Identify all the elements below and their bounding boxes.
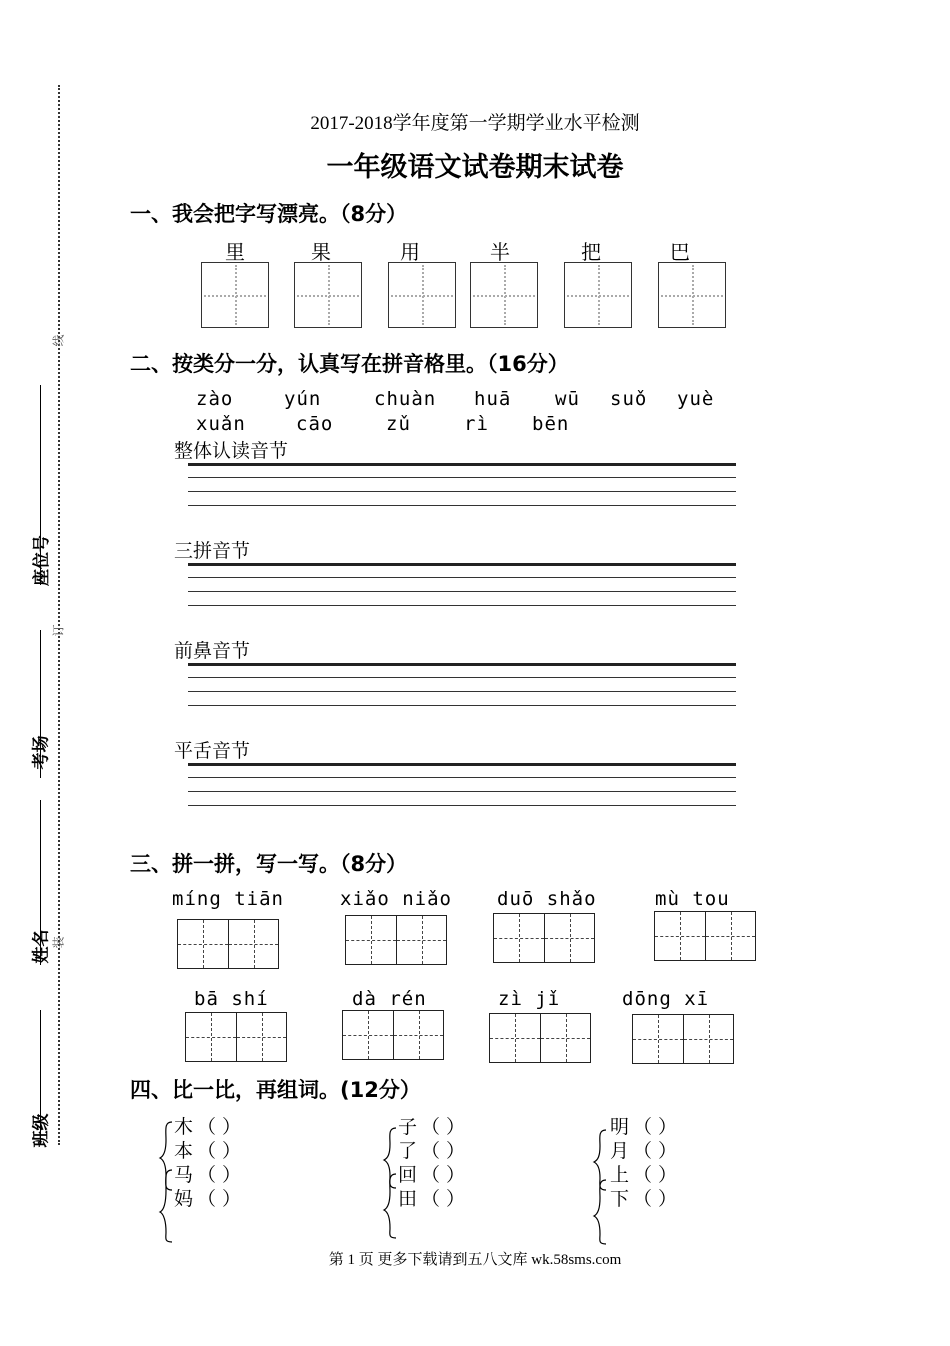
pinyin-word: wū [555,388,580,410]
word-writing-box[interactable] [185,1012,287,1062]
compare-char-item [610,1112,677,1139]
binding-dotted-line [58,85,60,1145]
exam-title: 一年级语文试卷期末试卷 [326,152,624,183]
pinyin-word: chuàn [374,388,437,410]
pinyin-writing-lines[interactable] [188,463,736,507]
section2-heading: 二、按类分一分，认真写在拼音格里。（16分） [130,352,569,376]
compare-char: 子 [398,1116,418,1138]
pinyin-word: xuǎn [196,413,246,435]
compare-char-item [174,1136,241,1163]
tian-grid[interactable] [201,262,269,328]
answer-blank[interactable]: （ ） [633,1188,678,1210]
pinyin-prompt: míng tiān [172,888,284,910]
exam-room-label: 考场 [31,735,52,770]
pinyin-writing-lines[interactable] [188,563,736,607]
tian-grid[interactable] [564,262,632,328]
pinyin-prompt: zì jǐ [498,988,561,1010]
pinyin-writing-lines[interactable] [188,763,736,807]
char-label: 半 [490,240,510,264]
word-writing-box[interactable] [342,1010,444,1060]
answer-blank[interactable]: （ ） [633,1140,678,1162]
char-label: 用 [400,240,420,264]
compare-char-item [398,1184,465,1211]
word-writing-box[interactable] [632,1014,734,1064]
compare-char: 木 [174,1116,194,1138]
compare-char: 了 [398,1140,418,1162]
category-label: 整体认读音节 [174,440,289,462]
pinyin-prompt: duō shǎo [497,888,597,910]
section4-heading: 四、比一比，再组词。(12分） [130,1078,421,1102]
category-label: 平舌音节 [174,740,251,762]
word-writing-box[interactable] [654,911,756,961]
compare-char: 回 [398,1164,418,1186]
pinyin-word: rì [464,413,489,435]
pinyin-prompt: bā shí [194,988,269,1010]
word-writing-box[interactable] [177,919,279,969]
exam-subtitle: 2017-2018学年度第一学期学业水平检测 [310,113,640,134]
pinyin-word: cāo [296,413,334,435]
binding-mark-line: 线 [51,334,66,347]
compare-char-item [174,1160,241,1187]
brace-icon [156,1120,176,1244]
char-label: 把 [581,240,601,264]
tian-grid[interactable] [470,262,538,328]
compare-char: 本 [174,1140,194,1162]
tian-grid[interactable] [388,262,456,328]
name-label: 姓名 [31,929,52,964]
answer-blank[interactable]: （ ） [197,1164,242,1186]
binding-mark-staple: 订 [51,624,66,637]
compare-char-item [398,1160,465,1187]
pinyin-word: huā [474,388,512,410]
answer-blank[interactable]: （ ） [633,1164,678,1186]
tian-grid[interactable] [294,262,362,328]
compare-char-item [610,1184,677,1211]
answer-blank[interactable]: （ ） [197,1188,242,1210]
pinyin-writing-lines[interactable] [188,663,736,707]
answer-blank[interactable]: （ ） [421,1188,466,1210]
compare-char-item [174,1184,241,1211]
answer-blank[interactable]: （ ） [421,1164,466,1186]
binding-mark-bind: 装 [51,936,66,949]
pinyin-word: zǔ [386,413,411,435]
compare-char: 田 [398,1188,418,1210]
answer-blank[interactable]: （ ） [421,1140,466,1162]
brace-icon [590,1128,610,1246]
pinyin-prompt: mù tou [655,888,730,910]
category-label: 前鼻音节 [174,640,251,662]
brace-icon [380,1126,400,1240]
section1-heading: 一、我会把字写漂亮。（8分） [130,202,408,226]
word-writing-box[interactable] [345,915,447,965]
compare-char-item [610,1136,677,1163]
pinyin-prompt: xiǎo niǎo [340,888,452,910]
pinyin-word: yuè [677,388,715,410]
compare-char: 上 [610,1164,630,1186]
tian-grid[interactable] [658,262,726,328]
answer-blank[interactable]: （ ） [197,1116,242,1138]
section3-heading: 三、拼一拼，写一写。（8分） [130,852,408,876]
char-label: 果 [311,240,331,264]
pinyin-word: yún [284,388,322,410]
pinyin-prompt: dà rén [352,988,427,1010]
compare-char: 月 [610,1140,630,1162]
page-footer: 第 1 页 更多下载请到五八文库 wk.58sms.com [328,1252,622,1268]
answer-blank[interactable]: （ ） [421,1116,466,1138]
word-writing-box[interactable] [489,1013,591,1063]
pinyin-word: suǒ [610,388,648,410]
class-label: 班级 [31,1113,52,1148]
compare-char-item [398,1112,465,1139]
answer-blank[interactable]: （ ） [633,1116,678,1138]
compare-char-item [610,1160,677,1187]
compare-char: 明 [610,1116,630,1138]
pinyin-word: bēn [532,413,570,435]
category-label: 三拼音节 [174,540,251,562]
char-label: 巴 [670,240,690,264]
pinyin-word: zào [196,388,234,410]
char-label: 里 [225,240,245,264]
word-writing-box[interactable] [493,913,595,963]
seat-number-label: 座位号 [32,535,52,586]
compare-char: 马 [174,1164,194,1186]
compare-char: 妈 [174,1188,194,1210]
compare-char-item [398,1136,465,1163]
answer-blank[interactable]: （ ） [197,1140,242,1162]
pinyin-prompt: dōng xī [622,988,710,1010]
compare-char-item [174,1112,241,1139]
compare-char: 下 [610,1188,630,1210]
